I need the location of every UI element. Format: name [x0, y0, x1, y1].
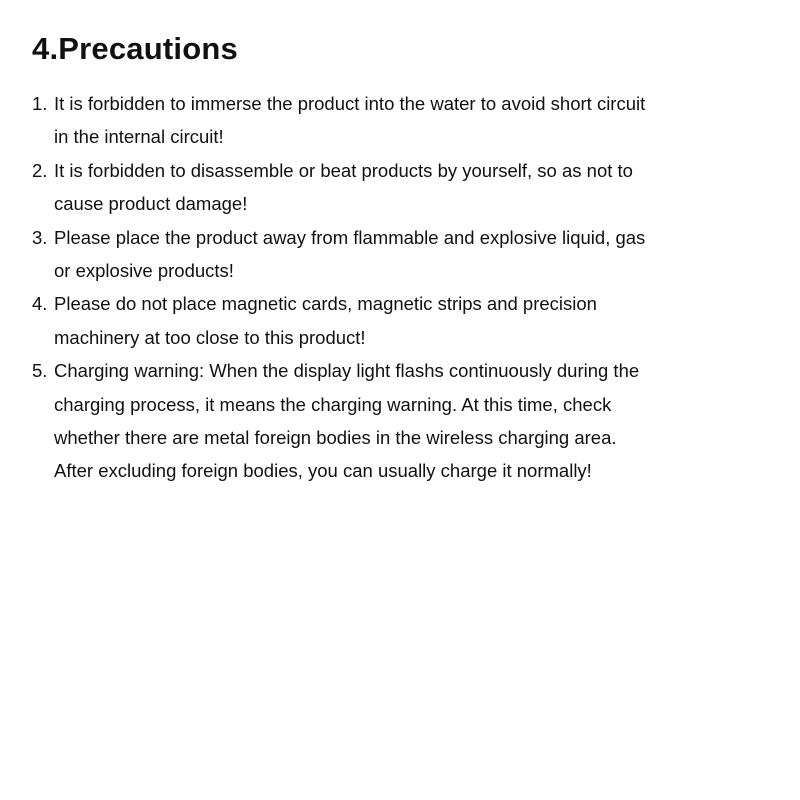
item-line: It is forbidden to disassemble or beat products by yourself, so as not to [54, 159, 633, 181]
precaution-item-1 [32, 87, 764, 154]
precaution-item-3 [32, 221, 764, 288]
item-line: whether there are metal foreign bodies in the wireless charging area. [54, 427, 617, 449]
item-line: in the internal circuit! [54, 126, 224, 148]
item-number: 1. [32, 93, 48, 114]
precaution-item-2 [32, 154, 764, 221]
precautions-list [32, 87, 764, 488]
item-line: Charging warning: When the display light flashs continuously during the [54, 360, 640, 382]
item-line: Please place the product away from flammable and explosive liquid, gas [54, 226, 646, 248]
section-title: 4.Precautions [32, 31, 238, 66]
item-line: After excluding foreign bodies, you can usually charge it normally! [54, 460, 592, 482]
precaution-item-4 [32, 287, 764, 354]
item-line: It is forbidden to immerse the product into the water to avoid short circuit [54, 93, 646, 114]
precaution-item-5 [32, 354, 764, 488]
item-text [54, 221, 734, 288]
item-number: 5. [32, 360, 48, 382]
item-number: 3. [32, 226, 48, 248]
item-line: charging process, it means the charging warning. At this time, check [54, 393, 612, 415]
item-text [54, 154, 734, 221]
item-text [54, 87, 734, 154]
item-line: or explosive products! [54, 260, 234, 282]
item-number: 2. [32, 159, 48, 181]
item-number: 4. [32, 293, 48, 315]
item-line: cause product damage! [54, 193, 248, 215]
item-line: Please do not place magnetic cards, magnetic strips and precision [54, 293, 597, 315]
item-text [54, 287, 734, 354]
item-text [54, 354, 734, 488]
item-line: machinery at too close to this product! [54, 326, 366, 348]
